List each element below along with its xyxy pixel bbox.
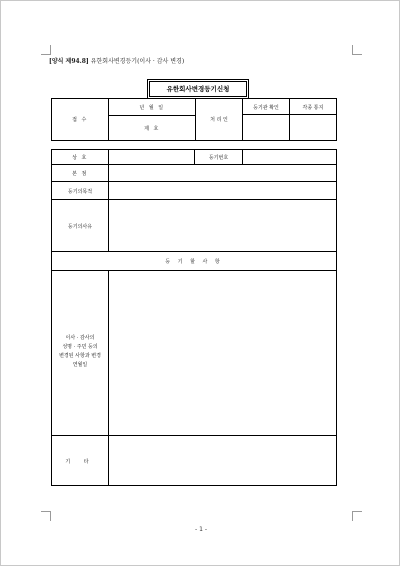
reg-reason-field[interactable] bbox=[108, 199, 337, 252]
receipt-date-cell bbox=[108, 98, 196, 116]
trade-name-label: 상 호 bbox=[72, 155, 88, 161]
receipt-label: 접 수 bbox=[72, 117, 88, 123]
officer-change-label-line3: 변경된 사항과 변경 bbox=[59, 353, 101, 359]
other-label: 기 타 bbox=[65, 459, 95, 465]
form-title: 유한회사변경등기신청 bbox=[149, 81, 247, 97]
reg-reason-label: 등기의사유 bbox=[67, 224, 93, 230]
reg-purpose-label-cell bbox=[51, 181, 109, 200]
crop-mark-top-right bbox=[352, 45, 362, 55]
receipt-date-label: 년 월 일 bbox=[139, 105, 165, 111]
officer-change-label-line4: 연월일 bbox=[72, 362, 88, 368]
receipt-number-label: 제 호 bbox=[144, 126, 160, 132]
reg-purpose-field[interactable] bbox=[108, 181, 337, 200]
trade-name-field[interactable] bbox=[108, 149, 195, 165]
registrar-check-label: 등기관 확인 bbox=[253, 105, 279, 111]
reg-purpose-label: 등기의목적 bbox=[67, 189, 93, 195]
reg-reason-label-cell bbox=[51, 199, 109, 252]
form-description: 유한회사변경등기(이사 · 감사 변경) bbox=[90, 58, 185, 65]
officer-change-label-line2: 성명 · 주민 등의 bbox=[62, 344, 98, 350]
head-office-field[interactable] bbox=[108, 164, 337, 182]
crop-mark-bottom-right bbox=[352, 511, 362, 521]
notification-header bbox=[289, 98, 337, 115]
crop-mark-bottom-left bbox=[41, 511, 51, 521]
officer-change-field[interactable] bbox=[108, 270, 337, 436]
officer-change-label-cell bbox=[51, 270, 109, 436]
reg-number-label: 등기번호 bbox=[208, 155, 229, 161]
processor-label: 처 리 인 bbox=[210, 117, 228, 123]
head-office-label-cell bbox=[51, 164, 109, 182]
receipt-number-cell bbox=[108, 115, 196, 141]
officer-change-label-line1: 이사 · 감사의 bbox=[65, 335, 95, 341]
other-label-cell bbox=[51, 435, 109, 486]
form-header bbox=[49, 56, 184, 65]
reg-number-field[interactable] bbox=[242, 149, 337, 165]
other-field[interactable] bbox=[108, 435, 337, 486]
registrar-check-header bbox=[242, 98, 290, 115]
reg-number-label-cell bbox=[194, 149, 243, 165]
notification-label: 각종 통지 bbox=[302, 105, 324, 111]
crop-mark-top-left bbox=[41, 45, 51, 55]
page-number: - 1 - bbox=[195, 526, 207, 533]
form-number: [양식 제94.8] bbox=[49, 58, 89, 65]
processor-cell bbox=[195, 98, 243, 141]
trade-name-label-cell bbox=[51, 149, 109, 165]
notification-box[interactable] bbox=[289, 114, 337, 141]
reg-matters-header: 등 기 할 사 항 bbox=[165, 259, 223, 265]
head-office-label: 본 점 bbox=[72, 171, 88, 177]
reg-matters-header-cell bbox=[51, 251, 337, 271]
receipt-label-cell bbox=[51, 98, 109, 141]
officer-change-label bbox=[52, 334, 108, 370]
registrar-check-box[interactable] bbox=[242, 114, 290, 141]
